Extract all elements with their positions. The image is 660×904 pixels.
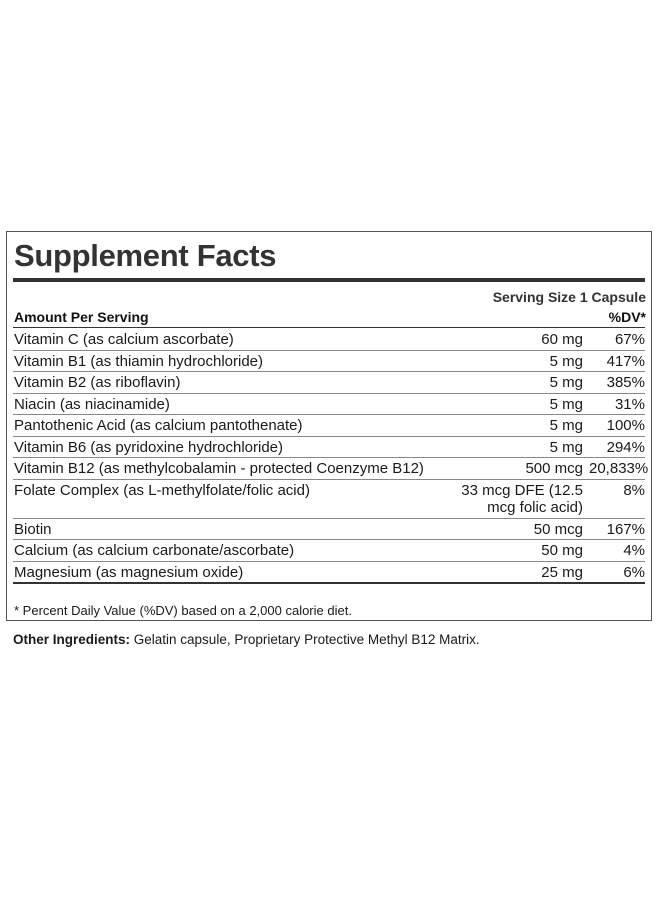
ingredient-name: Niacin (as niacinamide) xyxy=(14,395,170,413)
ingredient-name: Vitamin B2 (as riboflavin) xyxy=(14,374,181,391)
panel-title: Supplement Facts xyxy=(14,238,277,273)
ingredient-amount: 5 mg xyxy=(549,352,583,370)
ingredient-dv: 167% xyxy=(606,520,645,538)
dv-footnote: * Percent Daily Value (%DV) based on a 2,000 calorie diet. xyxy=(14,603,352,618)
ingredient-name: Biotin xyxy=(14,520,52,538)
ingredient-dv: 100% xyxy=(606,417,645,434)
ingredient-name: Vitamin B6 (as pyridoxine hydrochloride) xyxy=(14,438,284,456)
ingredient-name: Vitamin B12 (as methylcobalamin - protected Coenzyme B12) xyxy=(14,460,424,477)
amount-per-serving-header: Amount Per Serving xyxy=(14,309,149,325)
nutrient-row xyxy=(13,372,645,394)
serving-size: Serving Size 1 Capsule xyxy=(492,289,646,305)
ingredient-name: Vitamin B1 (as thiamin hydrochloride) xyxy=(14,352,264,370)
ingredient-name: Vitamin C (as calcium ascorbate) xyxy=(14,331,234,348)
ingredient-name: Pantothenic Acid (as calcium pantothenate) xyxy=(14,417,303,434)
ingredient-name: Calcium (as calcium carbonate/ascorbate) xyxy=(14,542,295,559)
other-ingredients xyxy=(13,632,480,647)
ingredient-amount: 500 mcg xyxy=(525,460,583,477)
ingredient-dv: 4% xyxy=(623,542,645,559)
ingredient-amount: 5 mg xyxy=(549,374,583,391)
ingredient-amount: 50 mcg xyxy=(533,520,583,538)
ingredient-amount: 33 mcg DFE (12.5 mcg folic acid) xyxy=(461,481,583,516)
nutrient-row xyxy=(13,562,645,585)
supplement-facts-panel xyxy=(6,231,652,621)
header-divider xyxy=(13,327,645,328)
ingredient-dv: 294% xyxy=(606,438,645,456)
ingredient-amount: 60 mg xyxy=(541,331,583,348)
ingredient-amount: 5 mg xyxy=(549,438,583,456)
ingredient-dv: 31% xyxy=(614,395,645,413)
nutrient-row xyxy=(13,480,645,519)
ingredient-dv: 8% xyxy=(623,481,645,499)
nutrient-row xyxy=(13,540,645,562)
ingredient-dv: 6% xyxy=(623,563,645,581)
ingredient-amount: 5 mg xyxy=(549,417,583,434)
ingredient-dv: 385% xyxy=(606,374,645,391)
other-ingredients-label: Other Ingredients: xyxy=(13,632,131,647)
nutrient-row xyxy=(13,437,645,459)
nutrient-row xyxy=(13,458,649,480)
nutrient-table xyxy=(13,329,649,584)
ingredient-amount: 50 mg xyxy=(541,542,583,559)
ingredient-name: Magnesium (as magnesium oxide) xyxy=(14,563,244,581)
ingredient-amount: 5 mg xyxy=(549,395,583,413)
ingredient-dv: 20,833% xyxy=(589,460,649,477)
nutrient-row xyxy=(13,394,645,416)
ingredient-dv: 417% xyxy=(606,352,645,370)
ingredient-name: Folate Complex (as L-methylfolate/folic acid) xyxy=(14,481,310,499)
dv-column-header: %DV* xyxy=(608,309,646,325)
nutrient-row xyxy=(13,351,645,373)
thick-divider xyxy=(13,278,645,282)
nutrient-row xyxy=(13,415,645,437)
nutrient-row xyxy=(13,329,645,351)
nutrient-row xyxy=(13,519,645,541)
ingredient-amount: 25 mg xyxy=(541,563,583,581)
other-ingredients-text: Gelatin capsule, Proprietary Protective Methyl B12 Matrix. xyxy=(130,632,480,647)
ingredient-dv: 67% xyxy=(614,331,645,348)
